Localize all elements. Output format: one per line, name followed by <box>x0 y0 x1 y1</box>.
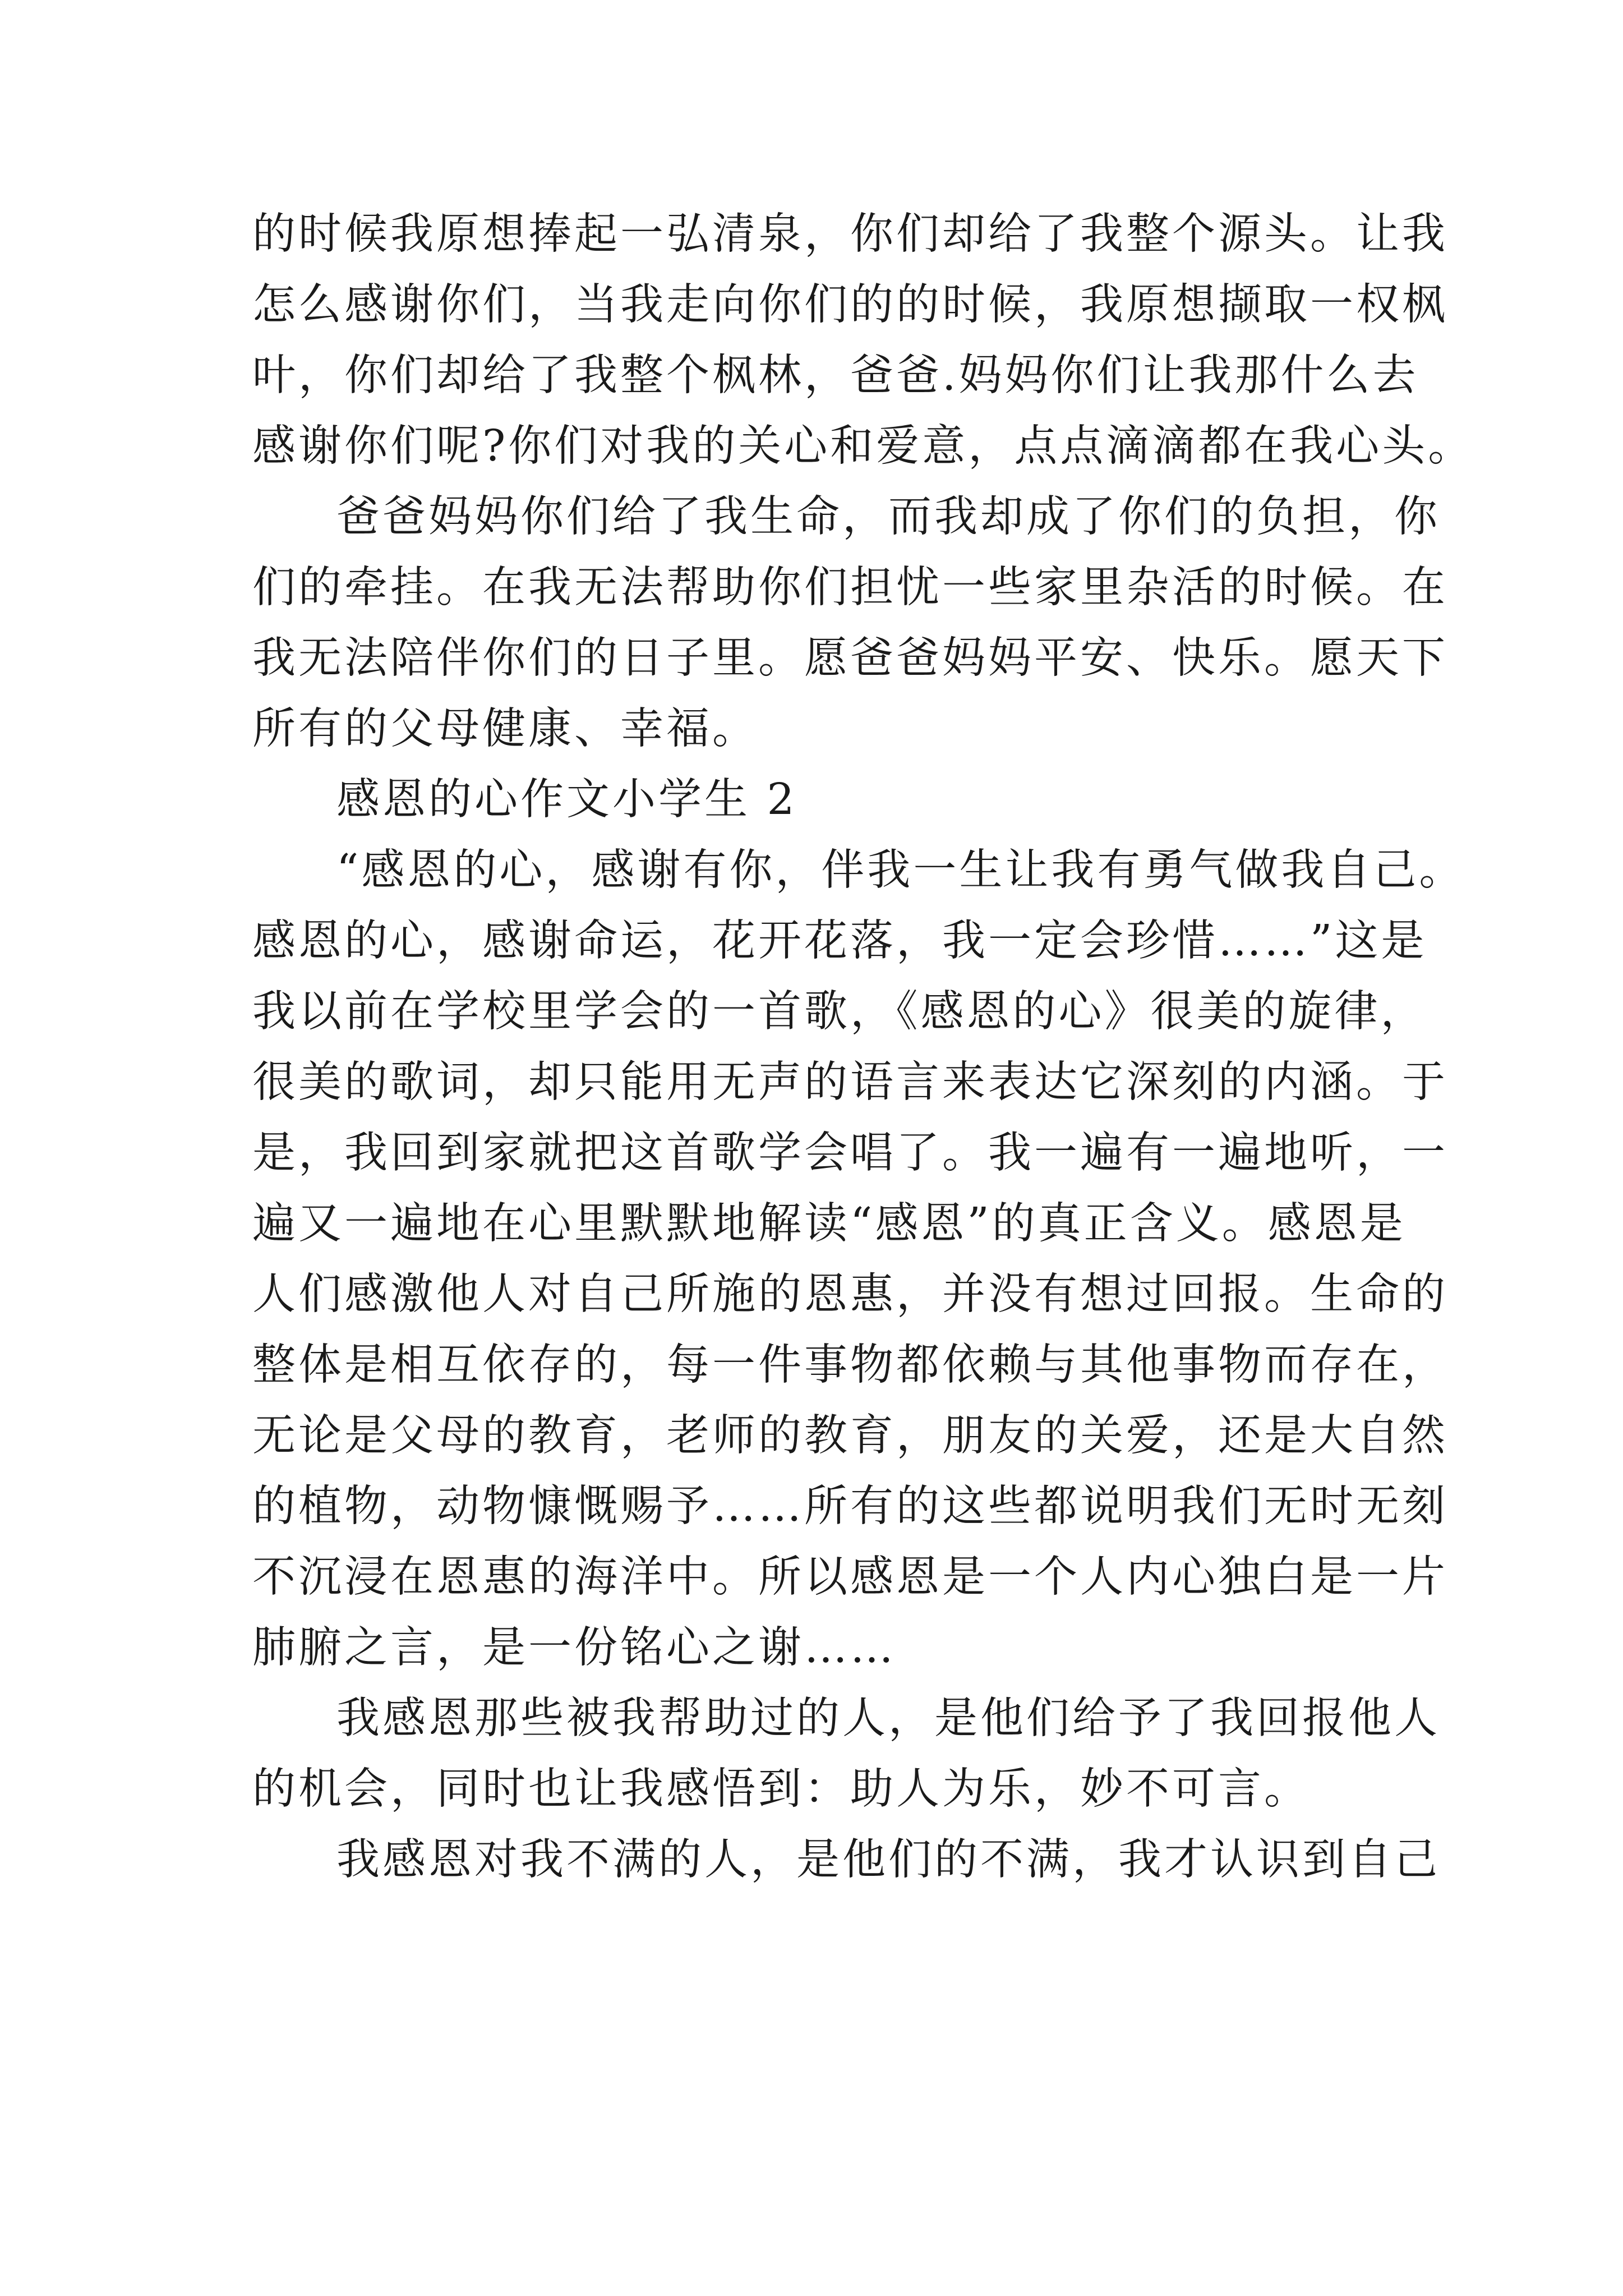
text-line: 感恩的心作文小学生 2 <box>336 775 797 825</box>
text-line: 怎么感谢你们，当我走向你们的的时候，我原想撷取一权枫 <box>252 280 1448 330</box>
text-line: “感恩的心，感谢有你，伴我一生让我有勇气做我自己。 <box>336 845 1465 895</box>
text-line: 所有的父母健康、幸福。 <box>252 704 758 754</box>
text-line: 肺腑之言，是一份铭心之谢…… <box>252 1623 896 1673</box>
text-line: 的植物，动物慷慨赐予……所有的这些都说明我们无时无刻 <box>252 1481 1448 1531</box>
text-line: 感恩的心，感谢命运，花开花落，我一定会珍惜……”这是 <box>252 916 1427 966</box>
text-line: 叶，你们却给了我整个枫林，爸爸.妈妈你们让我那什么去 <box>252 351 1419 401</box>
text-line: 人们感激他人对自己所施的恩惠，并没有想过回报。生命的 <box>252 1269 1448 1319</box>
text-line: 的时候我原想捧起一弘清泉，你们却给了我整个源头。让我 <box>252 209 1448 259</box>
text-line: 整体是相互依存的，每一件事物都依赖与其他事物而存在， <box>252 1340 1448 1390</box>
text-line: 我感恩那些被我帮助过的人，是他们给予了我回报他人 <box>336 1694 1440 1743</box>
text-line: 我感恩对我不满的人，是他们的不满，我才认识到自己 <box>336 1835 1440 1885</box>
text-line: 无论是父母的教育，老师的教育，朋友的关爱，还是大自然 <box>252 1411 1448 1461</box>
text-line: 不沉浸在恩惠的海洋中。所以感恩是一个人内心独白是一片 <box>252 1552 1448 1602</box>
document-body <box>252 199 1474 1895</box>
text-line: 很美的歌词，却只能用无声的语言来表达它深刻的内涵。于 <box>252 1057 1448 1107</box>
text-line: 感谢你们呢?你们对我的关心和爱意，点点滴滴都在我心头。 <box>252 421 1474 471</box>
text-line: 遍又一遍地在心里默默地解读“感恩”的真正含义。感恩是 <box>252 1199 1406 1249</box>
text-line: 爸爸妈妈你们给了我生命，而我却成了你们的负担，你 <box>336 492 1440 542</box>
text-line: 我以前在学校里学会的一首歌，《感恩的心》很美的旋律， <box>252 987 1427 1037</box>
text-line: 我无法陪伴你们的日子里。愿爸爸妈妈平安、快乐。愿天下 <box>252 633 1448 683</box>
text-line: 的机会，同时也让我感悟到：助人为乐，妙不可言。 <box>252 1764 1310 1814</box>
text-line: 是，我回到家就把这首歌学会唱了。我一遍有一遍地听，一 <box>252 1128 1448 1178</box>
text-line: 们的牵挂。在我无法帮助你们担忧一些家里杂活的时候。在 <box>252 563 1448 613</box>
